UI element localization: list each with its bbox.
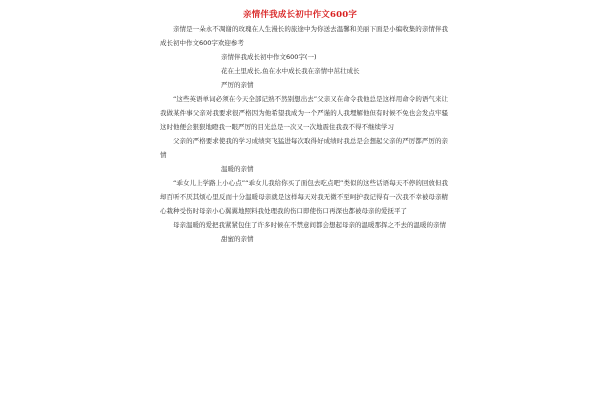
- section-heading-warm-love: 温暖的亲情: [221, 165, 254, 173]
- document-title: 亲情伴我成长初中作文600字: [242, 10, 358, 20]
- paragraph-intro: 亲情是一朵永不凋谢的玫瑰在人生漫长的旅途中为你送去温馨和美丽下面是小编收集的亲情伴我成长初中作文600字欢迎参考: [160, 25, 448, 47]
- paragraph-father-result: 父亲的严格要求使我的学习成绩突飞猛进每次取得好成绩时我总是会想起父亲的严厉都严厉的亲情: [160, 137, 448, 159]
- paragraph-mother-care: “乖女儿上学路上小心点”“乖女儿我给你买了面包去吃点吧”类似的这些话语每天不停的回放但我却百听不厌其烦心里反而十分温暖母亲就是这样每天对我无微不至呵护我记得有一次我不幸被母亲精心栽种受伤时母亲小心翼翼地照料我处理我的伤口即使伤口再深也都被母亲的爱抚平了: [160, 179, 448, 215]
- section-heading-opening-line: 花在土里成长,鱼在水中成长我在亲情中茁壮成长: [221, 67, 360, 75]
- document-body: [160, 22, 448, 246]
- paragraph-mother-warmth: 母亲温暖的爱把我紧紧包住了许多时候在不禁意间都会想起母亲的温暖那挥之不去的温暖的亲情: [173, 221, 446, 229]
- section-heading-essay-one: 亲情伴我成长初中作文600字(一): [221, 53, 317, 61]
- section-heading-sweet-love: 甜蜜的亲情: [221, 235, 254, 243]
- paragraph-father-command: “这些英语单词必须在今天全部记熟不然别想出去”父亲又在命令我他总是这样用命令的语气来让我做某件事父亲对我要求很严格因为他希望我成为一个严谨的人我埋解他但有时候不免也会发点牢骚这时他便会狠狠地瞪我一眼严厉的目光总是一次又一次地震住我我不得不继续学习: [160, 95, 448, 131]
- section-heading-strict-love: 严厉的亲情: [221, 81, 254, 89]
